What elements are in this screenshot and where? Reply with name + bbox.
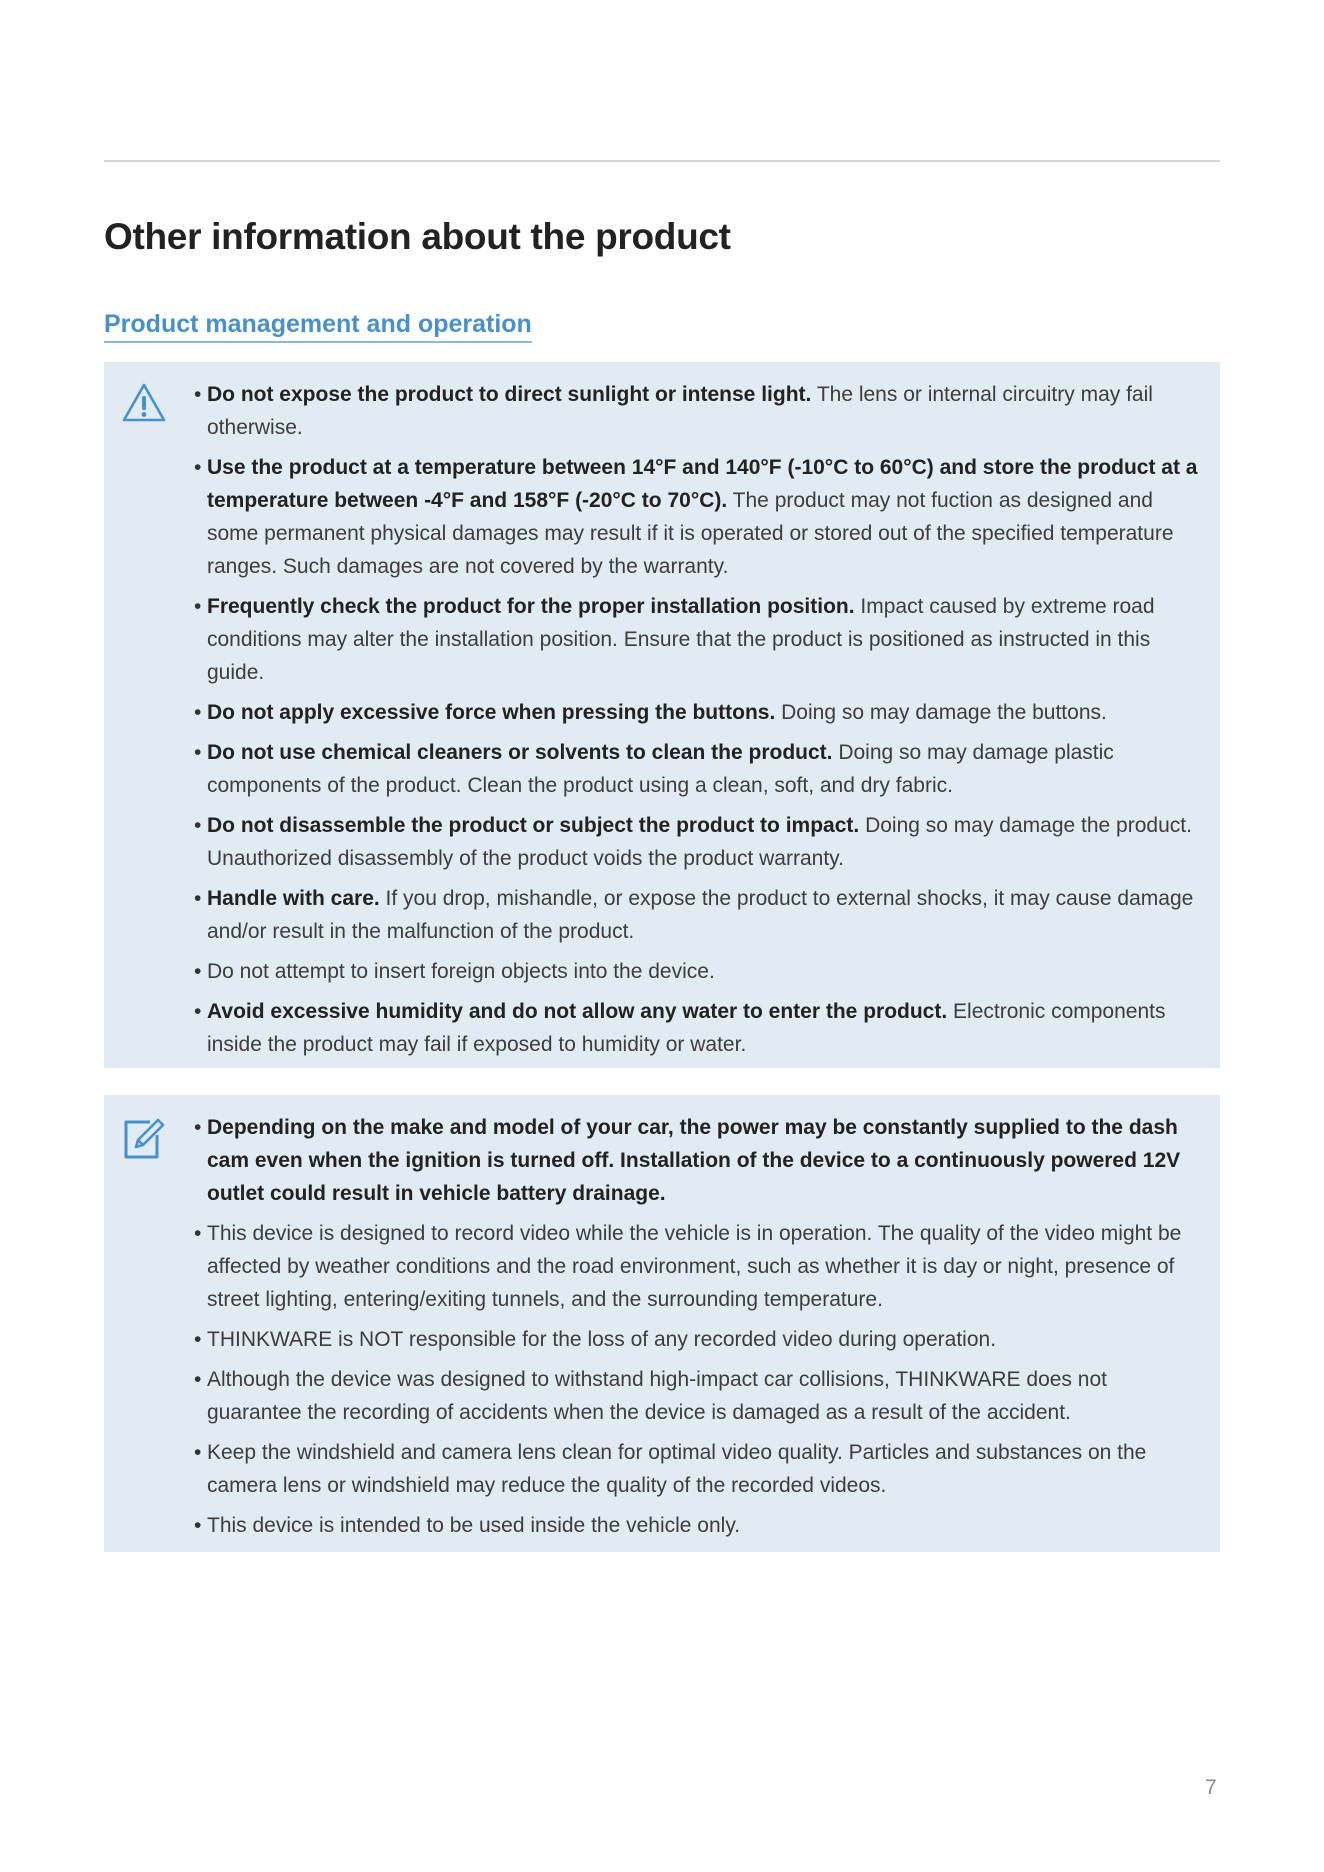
header-divider [104,160,1220,162]
list-item [194,809,1202,875]
item-text: This device is designed to record video while the vehicle is in operation. The quality of the video might be affected by weather conditions and the road environment, such as whether it is day or night, presence of street lighting, entering/exiting tunnels, and the surrounding temperature. [207,1222,1182,1311]
item-text: The product may not fuction as designed and some permanent physical damages may result if it is operated or stored out of the specified temperature ranges. Such damages are not covered by the warranty. [207,489,1174,578]
page-number: 7 [1205,1776,1217,1799]
list-item [194,696,1202,729]
list-item [194,1111,1202,1210]
item-text: Impact caused by extreme road conditions may alter the installation position. Ensure that the product is positioned as instructed in this guide. [207,595,1155,684]
item-emphasis: Handle with care. [207,887,380,910]
list-item [194,882,1202,948]
item-emphasis: Do not disassemble the product or subject the product to impact. [207,814,860,837]
warning-triangle-icon [120,380,168,428]
list-item [194,590,1202,689]
item-emphasis: Do not use chemical cleaners or solvents to clean the product. [207,741,833,764]
item-text: Doing so may damage the product. Unauthorized disassembly of the product voids the product warranty. [207,814,1192,870]
list-item [194,1323,1202,1356]
list-item [194,955,1202,988]
item-text: Doing so may damage the buttons. [775,701,1107,724]
item-emphasis: Avoid excessive humidity and do not allow any water to enter the product. [207,1000,948,1023]
list-item [194,451,1202,583]
item-text: This device is intended to be used inside the vehicle only. [207,1514,741,1537]
note-box [104,1095,1220,1552]
list-item [194,1217,1202,1316]
item-text: Doing so may damage plastic components of the product. Clean the product using a clean, soft, and dry fabric. [207,741,1114,797]
list-item [194,1509,1202,1542]
list-item [194,736,1202,802]
list-item [194,1363,1202,1429]
warning-list [194,378,1202,1061]
note-list [194,1111,1202,1542]
item-emphasis: Do not expose the product to direct sunlight or intense light. [207,383,812,406]
item-text: If you drop, mishandle, or expose the product to external shocks, it may cause damage and/or result in the malfunction of the product. [207,887,1194,943]
item-emphasis: Frequently check the product for the proper installation position. [207,595,855,618]
list-item [194,378,1202,444]
item-text: Although the device was designed to withstand high-impact car collisions, THINKWARE does not guarantee the recording of accidents when the device is damaged as a result of the accident. [207,1368,1107,1424]
section-title: Product management and operation [104,310,532,343]
item-text: Keep the windshield and camera lens clean for optimal video quality. Particles and substances on the camera lens or windshield may reduce the quality of the recorded videos. [207,1441,1147,1497]
item-text: THINKWARE is NOT responsible for the loss of any recorded video during operation. [207,1328,997,1351]
item-text: The lens or internal circuitry may fail otherwise. [207,383,1153,439]
item-emphasis: Depending on the make and model of your car, the power may be constantly supplied to the dash cam even when the ignition is turned off. Installation of the device to a continuously powered 12V outlet could result in vehicle battery drainage. [207,1116,1181,1205]
warning-box [104,362,1220,1068]
item-text: Do not attempt to insert foreign objects into the device. [207,960,715,983]
list-item [194,995,1202,1061]
item-emphasis: Use the product at a temperature between 14°F and 140°F (-10°C to 60°C) and store the product at a temperature between -4°F and 158°F (-20°C to 70°C). [207,456,1198,512]
page-title: Other information about the product [104,216,731,257]
list-item [194,1436,1202,1502]
item-text: Electronic components inside the product may fail if exposed to humidity or water. [207,1000,1166,1056]
note-pencil-icon [120,1113,168,1161]
item-emphasis: Do not apply excessive force when pressing the buttons. [207,701,776,724]
